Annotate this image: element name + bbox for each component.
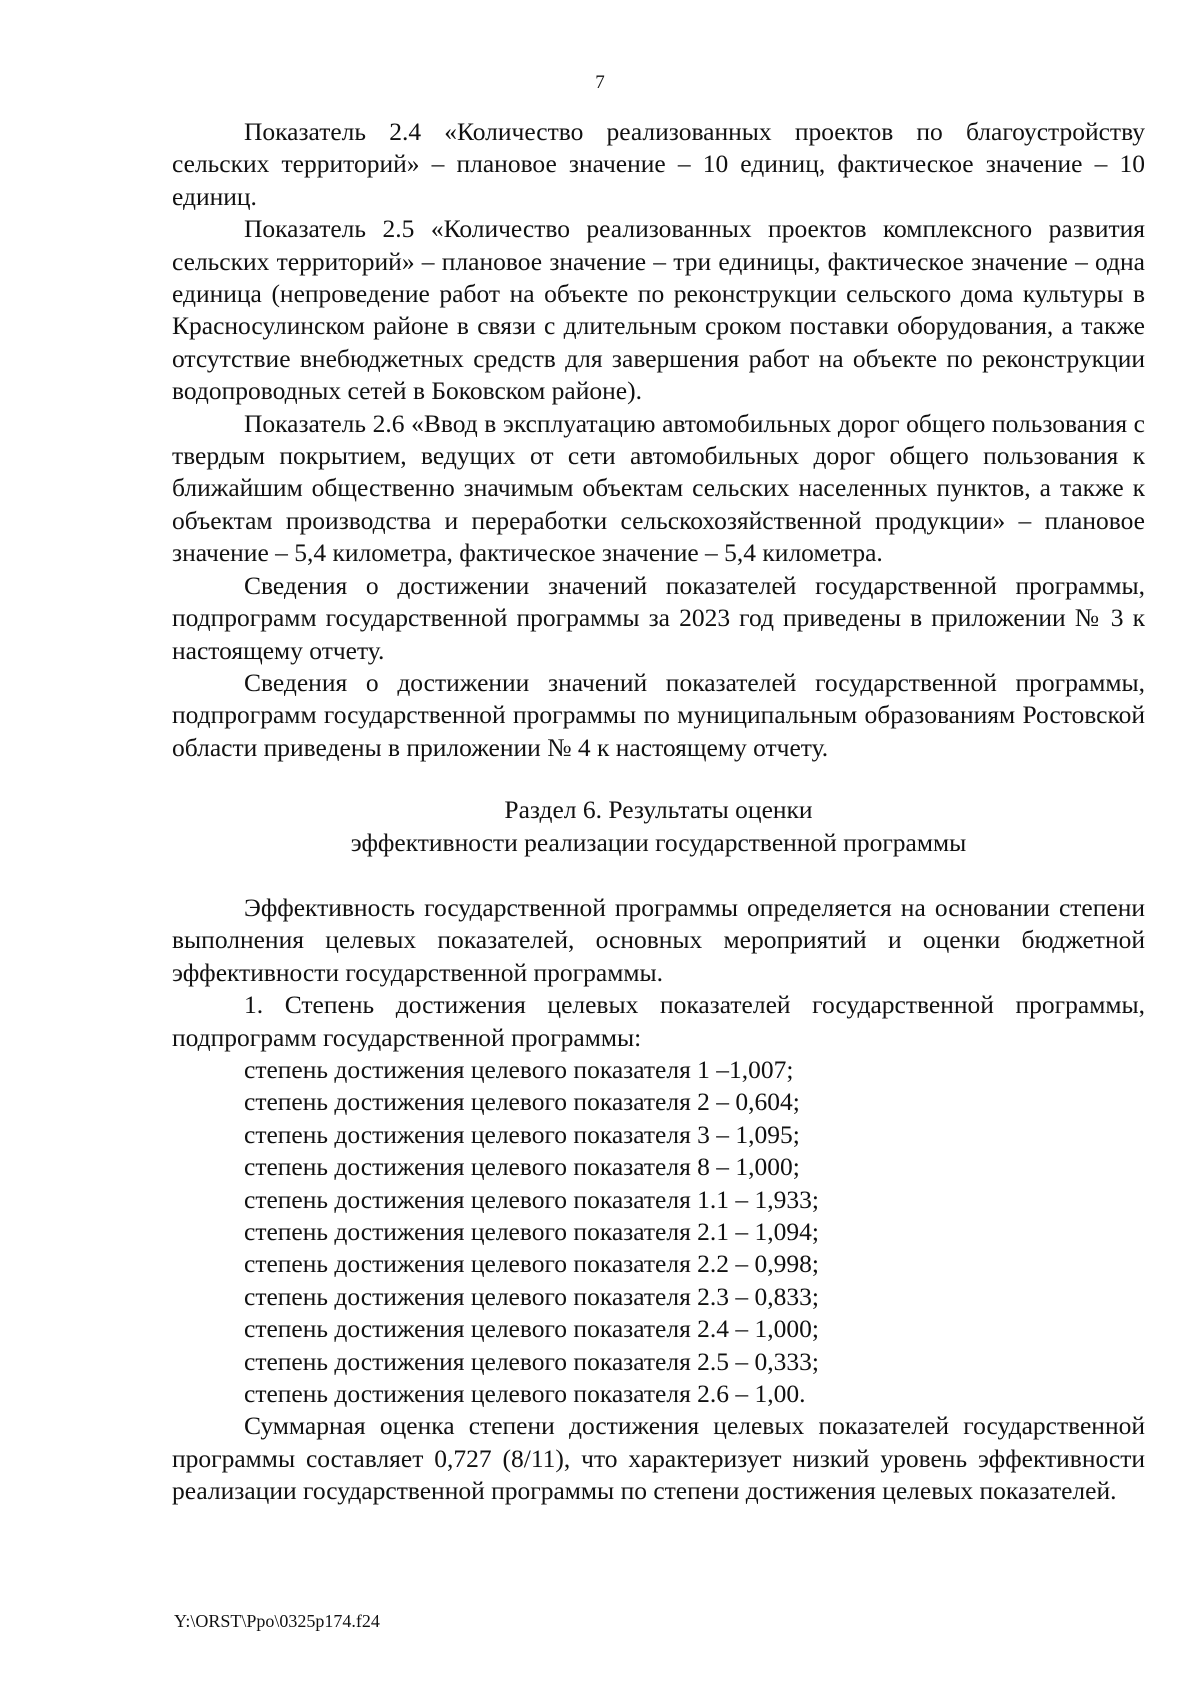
paragraph-indicator-2-6: Показатель 2.6 «Ввод в эксплуатацию автомобильных дорог общего пользования с твердым покрытием, ведущих от сети автомобильных дорог общего пользования к ближайшим общественно значимым объектам сельских населенных пунктов, а также к объектам производства и переработки сельскохозяйственной продукции» – плановое значение – 5,4 километра, фактическое значение – 5,4 километра. — [172, 408, 1145, 568]
indicator-line: степень достижения целевого показателя 2.1 – 1,094; — [244, 1217, 820, 1246]
paragraph-appendix-3: Сведения о достижении значений показателей государственной программы, подпрограмм государственной программы за 2023 год приведены в приложении № 3 к настоящему отчету. — [172, 570, 1145, 665]
indicator-line: степень достижения целевого показателя 2.6 – 1,00. — [244, 1379, 806, 1409]
paragraph-indicator-2-5: Показатель 2.5 «Количество реализованных проектов комплексного развития сельских территорий» – плановое значение – три единицы, фактическое значение – одна единица (непроведение работ на объекте по реконструкции сельского дома культуры в Красносулинском районе в связи с длительным сроком поставки оборудования, а также отсутствие внебюджетных средств для завершения работ на объекте по реконструкции водопроводных сетей в Боковском районе). — [172, 214, 1145, 406]
indicator-line: степень достижения целевого показателя 2 – 0,604; — [244, 1087, 800, 1117]
paragraph-summary-assessment: Суммарная оценка степени достижения целевых показателей государственной программы составляет 0,727 (8/11), что характеризует низкий уровень эффективности реализации государственной программы по степени достижения целевых показателей. — [172, 1411, 1145, 1506]
footer-file-path: Y:\ORST\Ppo\0325p174.f24 — [174, 1611, 380, 1631]
indicator-line: степень достижения целевого показателя 2.3 – 0,833; — [244, 1281, 820, 1311]
section-title-line-1: Раздел 6. Результаты оценки — [504, 795, 813, 825]
indicator-line: степень достижения целевого показателя 3 – 1,095; — [244, 1119, 800, 1149]
indicator-line: степень достижения целевого показателя 8 – 1,000; — [244, 1152, 800, 1182]
indicator-line: степень достижения целевого показателя 2.5 – 0,333; — [244, 1346, 820, 1376]
paragraph-indicator-degree-heading: 1. Степень достижения целевых показателей государственной программы, подпрограмм государственной программы: — [172, 990, 1145, 1052]
paragraph-efficiency-intro: Эффективность государственной программы определяется на основании степени выполнения целевых показателей, основных мероприятий и оценки бюджетной эффективности государственной программы. — [172, 892, 1145, 987]
indicator-line: степень достижения целевого показателя 2.4 – 1,000; — [244, 1314, 820, 1344]
page-number: 7 — [595, 72, 605, 93]
indicator-list — [172, 1054, 1145, 1410]
section-6-heading — [172, 794, 1145, 859]
document-body — [172, 116, 1145, 1508]
indicator-line: степень достижения целевого показателя 1.1 – 1,933; — [244, 1184, 820, 1214]
paragraph-appendix-4: Сведения о достижении значений показателей государственной программы, подпрограмм государственной программы по муниципальным образованиям Ростовской области приведены в приложении № 4 к настоящему отчету. — [172, 667, 1145, 762]
paragraph-indicator-2-4: Показатель 2.4 «Количество реализованных проектов по благоустройству сельских территорий» – плановое значение – 10 единиц, фактическое значение – 10 единиц. — [172, 117, 1145, 211]
section-title-line-2: эффективности реализации государственной программы — [350, 827, 967, 857]
indicator-line: степень достижения целевого показателя 2.2 – 0,998; — [244, 1249, 820, 1279]
indicator-line: степень достижения целевого показателя 1 –1,007; — [244, 1054, 794, 1084]
